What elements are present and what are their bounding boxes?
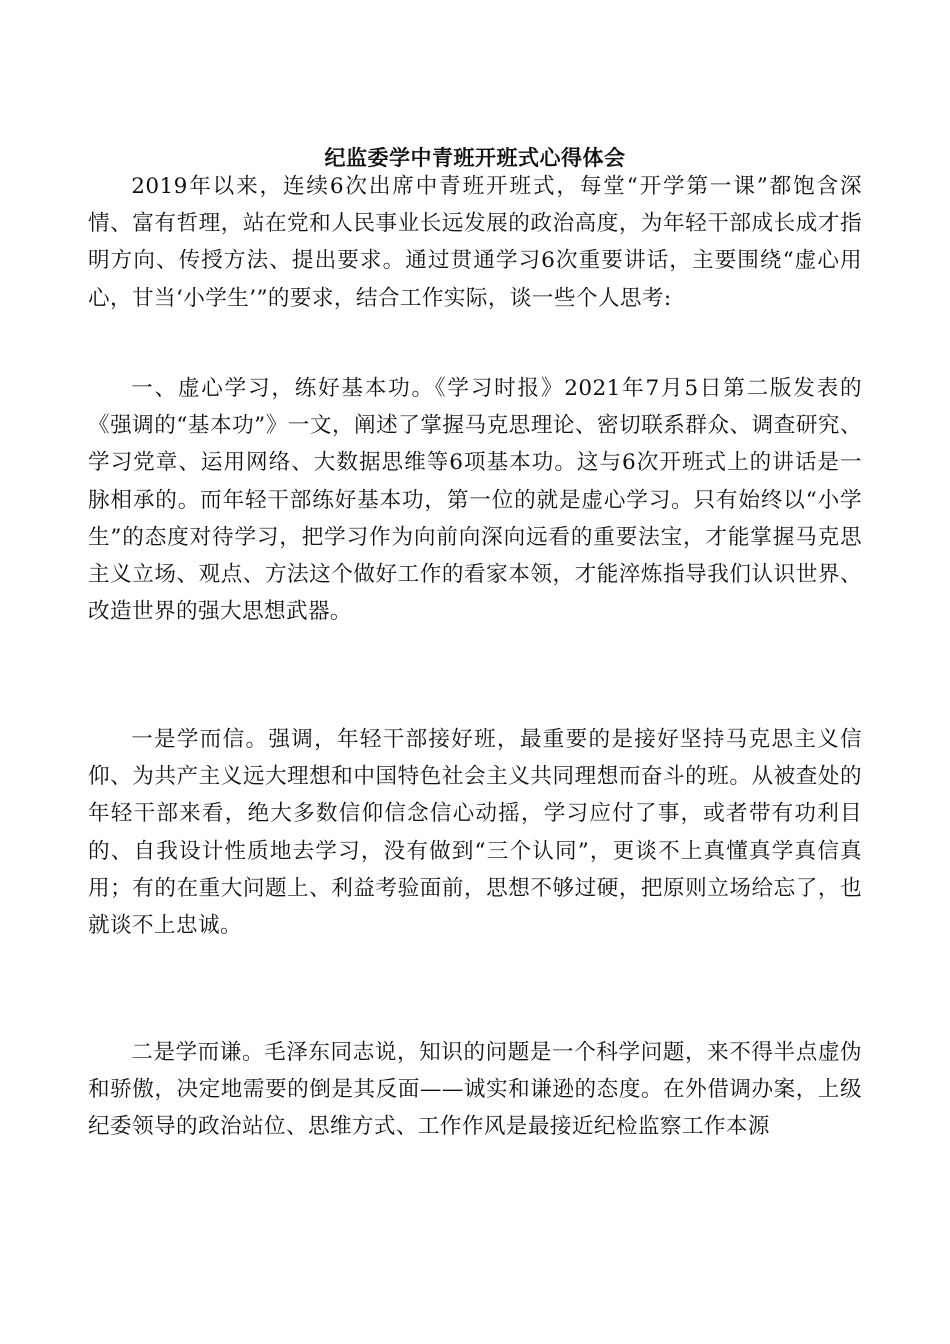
paragraph-learn-and-humble: 二是学而谦。毛泽东同志说，知识的问题是一个科学问题，来不得半点虚伪和骄傲，决定地需要的倒是其反面——诚实和谦逊的态度。在外借调办案，上级纪委领导的政治站位、思维方式、工作作风是最接近纪检监察工作本源 [88, 1040, 862, 1140]
document-title: 纪监委学中青班开班式心得体会 [324, 145, 626, 170]
paragraph-intro: 2019年以来，连续6次出席中青班开班式，每堂“开学第一课”都饱含深情、富有哲理，站在党和人民事业长远发展的政治高度，为年轻干部成长成才指明方向、传授方法、提出要求。通过贯通学习6次重要讲话，主要围绕“虚心用心，甘当‘小学生’”的要求，结合工作实际，谈一些个人思考: [88, 174, 862, 311]
paragraph-section-one: 一、虚心学习，练好基本功。《学习时报》2021年7月5日第二版发表的《强调的“基本功”》一文，阐述了掌握马克思理论、密切联系群众、调查研究、学习党章、运用网络、大数据思维等6项基本功。这与6次开班式上的讲话是一脉相承的。而年轻干部练好基本功，第一位的就是虚心学习。只有始终以“小学生”的态度对待学习，把学习作为向前向深向远看的重要法宝，才能掌握马克思主义立场、观点、方法这个做好工作的看家本领，才能淬炼指导我们认识世界、改造世界的强大思想武器。 [88, 376, 862, 625]
paragraph-learn-and-believe: 一是学而信。强调，年轻干部接好班，最重要的是接好坚持马克思主义信仰、为共产主义远大理想和中国特色社会主义共同理想而奋斗的班。从被查处的年轻干部来看，绝大多数信仰信念信心动摇，学习应付了事，或者带有功利目的、自我设计性质地去学习，没有做到“三个认同”，更谈不上真懂真学真信真用；有的在重大问题上、利益考验面前，思想不够过硬，把原则立场给忘了，也就谈不上忠诚。 [88, 727, 862, 939]
document-page [88, 0, 862, 1344]
